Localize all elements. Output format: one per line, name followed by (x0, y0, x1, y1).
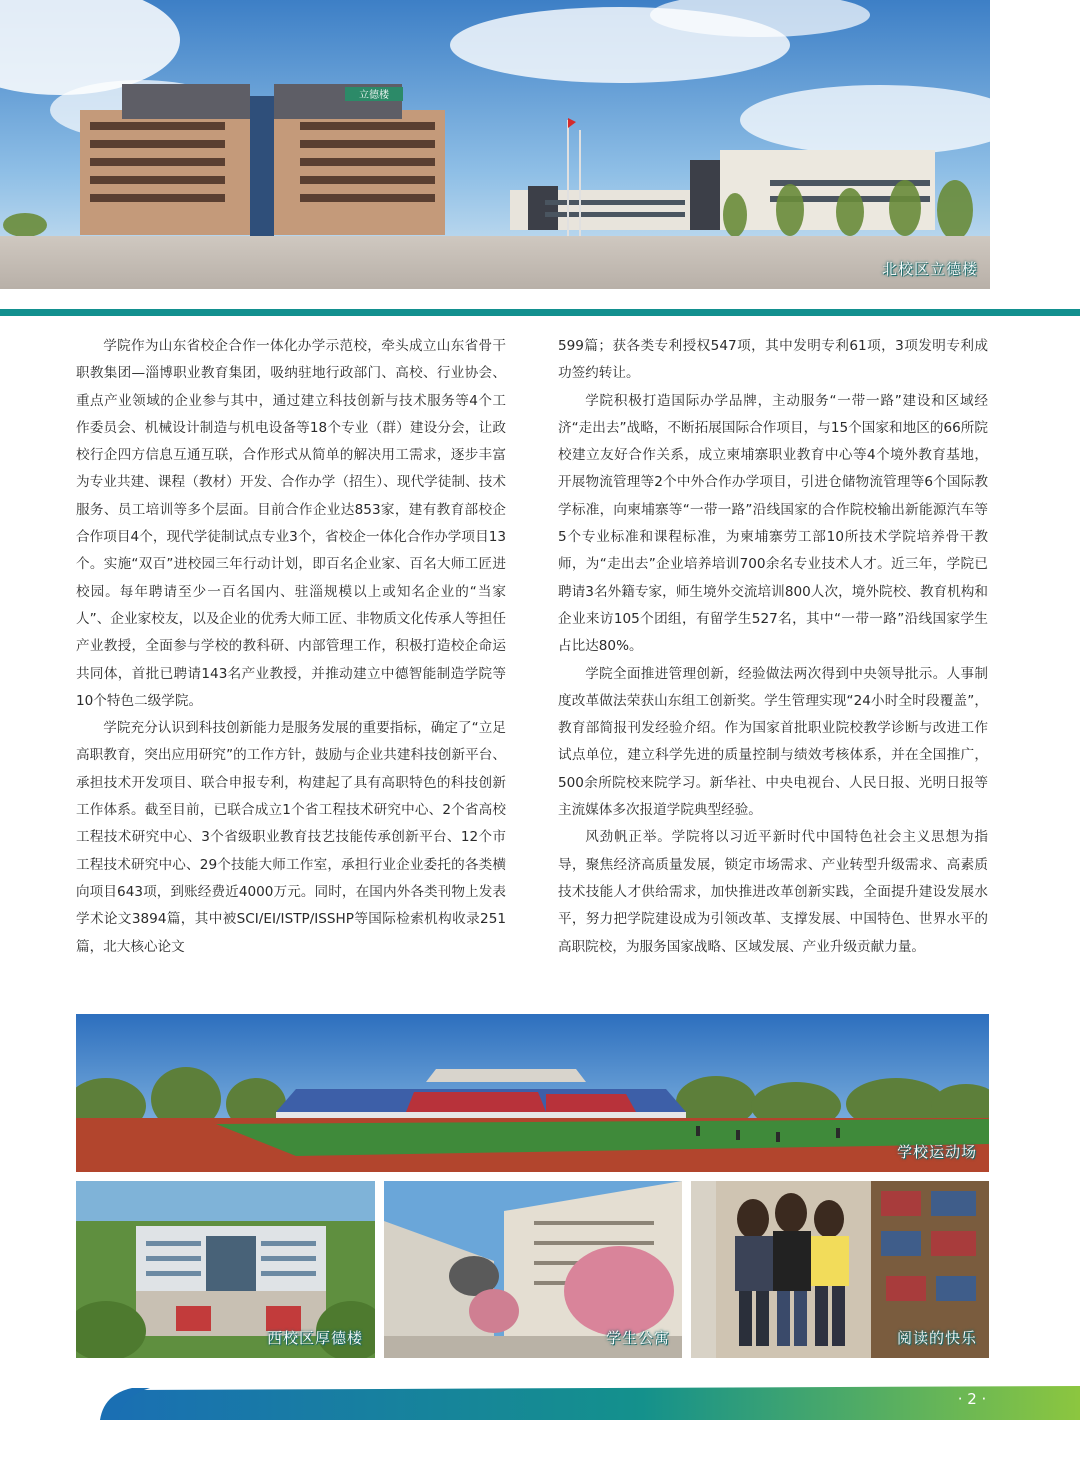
building-sign: 立德楼 (359, 90, 389, 101)
dormitory-photo (384, 1181, 682, 1358)
reading-photo (691, 1181, 989, 1358)
paragraph-patents-continued: 599篇；获各类专利授权547项，其中发明专利61项，3项发明专利成功签约转让。 (558, 338, 988, 382)
page-number: · 2 · (957, 1390, 987, 1408)
dormitory-caption: 学生公寓 (605, 1329, 670, 1347)
campus-building-illustration (0, 0, 990, 289)
stadium-caption: 学校运动场 (896, 1143, 977, 1161)
left-text-column (76, 333, 506, 961)
footer-band (0, 1380, 1080, 1425)
reading-caption: 阅读的快乐 (896, 1329, 977, 1347)
top-photo-caption: 北校区立德楼 (881, 260, 978, 278)
paragraph-school-enterprise: 学院作为山东省校企合作一体化办学示范校，牵头成立山东省骨干职教集团—淄博职业教育集团，吸纳驻地行政部门、高校、行业协会、重点产业领域的企业参与其中，通过建立科技创新与技术服务等4个工作委员会、机械设计制造与机电设备等18个专业（群）建设分会，让政校行企四方信息互通互联，合作形式从简单的解决用工需求，逐步丰富为专业共建、课程（教材）开发、合作办学（招生）、现代学徒制、技术服务、员工培训等多个层面。目前合作企业达853家，建有教育部校企合作项目4个，现代学徒制试点专业3个，省校企一体化合作办学项目13个。实施“双百”进校园三年行动计划，即百名企业家、百名大师工匠进校园。每年聘请至少一百名国内、驻淄规模以上或知名企业的“当家人”、企业家校友，以及企业的优秀大师工匠、非物质文化传承人等担任产业教授，全面参与学校的教科研、内部管理工作，积极打造校企命运共同体，首批已聘请143名产业教授，并推动建立中德智能制造学院等10个特色二级学院。 (76, 338, 506, 709)
footer-swoosh (0, 1380, 1080, 1425)
top-campus-photo (0, 0, 990, 289)
paragraph-outlook: 风劲帆正举。学院将以习近平新时代中国特色社会主义思想为指导，聚焦经济高质量发展，锁定市场需求、产业转型升级需求、高素质技术技能人才供给需求，加快推进改革创新实践，全面提升建设发展水平，努力把学院建设成为引领改革、支撑发展、中国特色、世界水平的高职院校，为服务国家战略、区域发展、产业升级贡献力量。 (558, 829, 988, 955)
paragraph-management: 学院全面推进管理创新，经验做法两次得到中央领导批示。人事制度改革做法荣获山东组工创新奖。学生管理实现“24小时全时段覆盖”，教育部简报刊发经验介绍。作为国家首批职业院校教学诊断与改进工作试点单位，建立科学先进的质量控制与绩效考核体系，并在全国推广，500余所院校来院学习。新华社、中央电视台、人民日报、光明日报等主流媒体多次报道学院典型经验。 (558, 665, 988, 819)
paragraph-technology-innovation: 学院充分认识到科技创新能力是服务发展的重要指标，确定了“立足高职教育，突出应用研究”的工作方针，鼓励与企业共建科技创新平台、承担技术开发项目、联合申报专利，构建起了具有高职特色的科技创新工作体系。截至目前，已联合成立1个省工程技术研究中心、2个省高校工程技术研究中心、3个省级职业教育技艺技能传承创新平台、12个市工程技术研究中心、29个技能大师工作室，承担行业企业委托的各类横向项目643项，到账经费近4000万元。同时，在国内外各类刊物上发表学术论文3894篇，其中被SCI/EI/ISTP/ISSHP等国际检索机构收录251篇，北大核心论文 (76, 720, 506, 955)
stadium-illustration (76, 1014, 989, 1172)
stadium-photo (76, 1014, 989, 1172)
paragraph-international: 学院积极打造国际办学品牌，主动服务“一带一路”建设和区域经济“走出去”战略，不断拓展国际合作项目，与15个国家和地区的66所院校建立友好合作关系，成立柬埔寨职业教育中心等4个境外教育基地，开展物流管理等2个中外合作办学项目，引进仓储物流管理等6个国际教学标准，向柬埔寨等“一带一路”沿线国家的合作院校输出新能源汽车等5个专业标准和课程标准，为柬埔寨劳工部10所技术学院培养骨干教师，为“走出去”企业培养培训700余名专业技术人才。近三年，学院已聘请3名外籍专家，师生境外交流培训800人次，境外院校、教育机构和企业来访105个团组，有留学生527名，其中“一带一路”沿线国家学生占比达80%。 (558, 392, 988, 655)
header-divider-band (0, 309, 1080, 316)
west-campus-caption: 西校区厚德楼 (266, 1329, 363, 1347)
west-campus-photo (76, 1181, 375, 1358)
right-text-column (558, 333, 988, 961)
